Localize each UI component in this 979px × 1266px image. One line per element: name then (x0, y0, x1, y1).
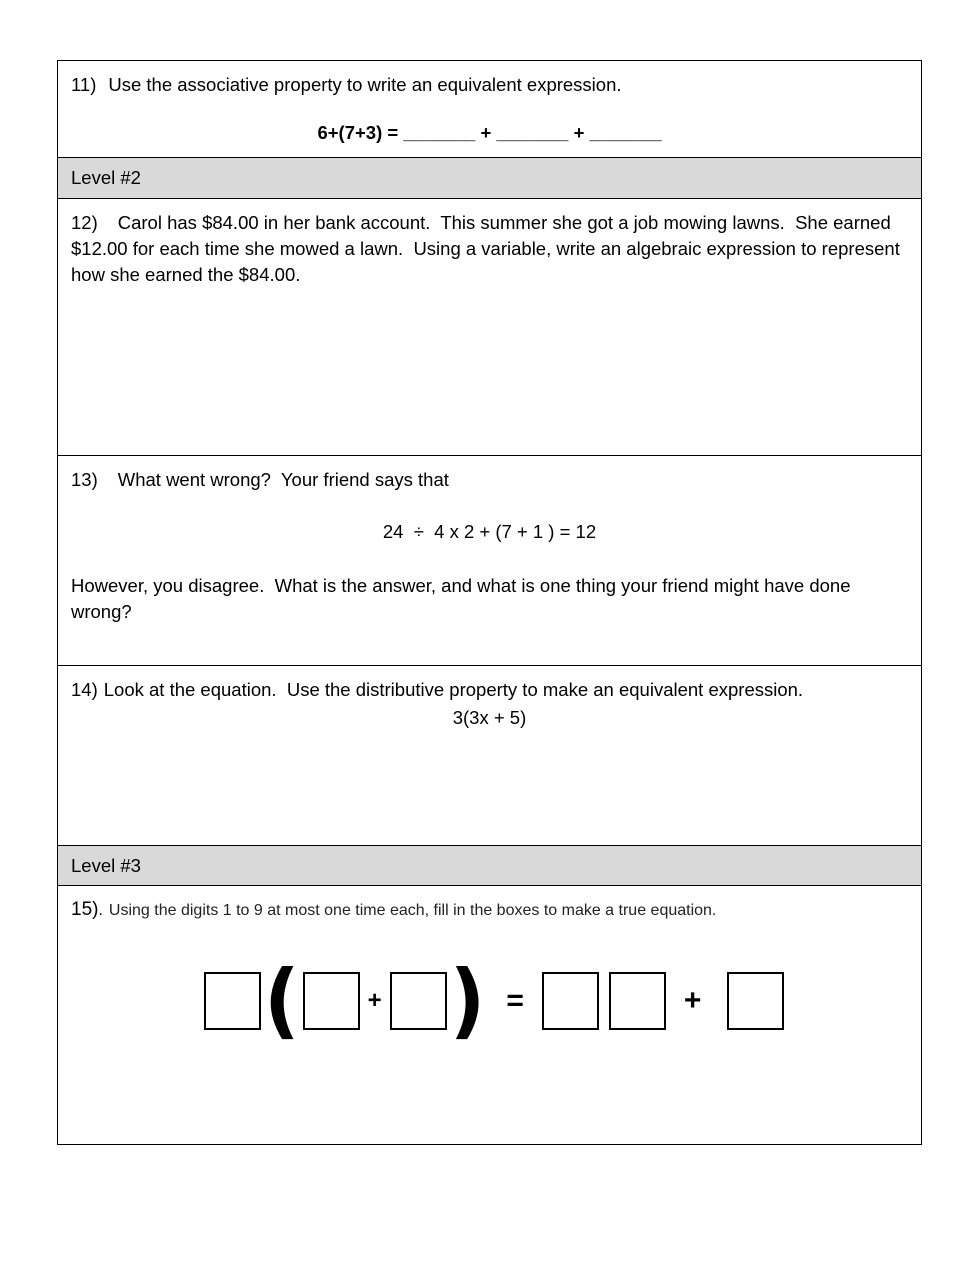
question-14-number: 14) (71, 679, 98, 700)
question-12-number: 12) (71, 212, 98, 233)
digit-box-addend-1 (303, 972, 360, 1030)
question-13-equation: 24 ÷ 4 x 2 + (7 + 1 ) = 12 (382, 521, 597, 542)
level-3-label: Level #3 (71, 854, 141, 876)
question-13-followup: However, you disagree. What is the answer, and what is one thing your friend might have done wrong? (71, 575, 856, 622)
question-14-row (58, 666, 921, 846)
question-15-prompt (71, 897, 908, 924)
digit-box-last-addend (727, 972, 784, 1030)
question-12-row (58, 199, 921, 456)
question-15-text: Using the digits 1 to 9 at most one time each, fill in the boxes to make a true equation. (108, 902, 717, 919)
level-2-header (58, 158, 921, 199)
question-15-row (58, 886, 921, 1144)
digit-box-coefficient (204, 972, 261, 1030)
digit-box-addend-2 (390, 972, 447, 1030)
digit-box-result-ones (609, 972, 666, 1030)
question-13-intro: What went wrong? Your friend says that (117, 469, 449, 490)
question-15-separator: . (98, 902, 103, 919)
question-13-prompt (71, 467, 908, 493)
question-13-number: 13) (71, 469, 98, 490)
question-14-equation: 3(3x + 5) (452, 707, 527, 728)
question-11-prompt (71, 72, 908, 98)
level-3-header (58, 846, 921, 886)
equals-operator: = (506, 984, 524, 1017)
plus-operator-outer: + (683, 984, 702, 1017)
question-11-row (58, 61, 921, 158)
worksheet-table (57, 60, 922, 1145)
question-15-number: 15) (71, 899, 99, 920)
question-12-prompt (71, 210, 908, 288)
close-paren: ) (449, 953, 486, 1049)
digit-box-result-tens (542, 972, 599, 1030)
plus-operator-inner: + (367, 987, 382, 1014)
question-11-text: Use the associative property to write an equivalent expression. (108, 74, 622, 95)
level-2-label: Level #2 (71, 167, 141, 188)
question-12-text: Carol has $84.00 in her bank account. This summer she got a job mowing lawns. She earned $12.00 for each time she mowed a lawn. Using a variable, write an algebraic expression to represent how she earned the $84.00. (71, 212, 905, 285)
question-11-equation: 6+(7+3) = _______ + _______ + _______ (317, 122, 662, 143)
fill-in-equation (204, 953, 908, 1049)
question-13-row (58, 456, 921, 666)
question-11-number: 11) (71, 74, 97, 95)
question-14-prompt (71, 677, 908, 703)
open-paren: ( (264, 953, 300, 1049)
question-14-text: Look at the equation. Use the distributive property to make an equivalent expression. (103, 679, 804, 700)
